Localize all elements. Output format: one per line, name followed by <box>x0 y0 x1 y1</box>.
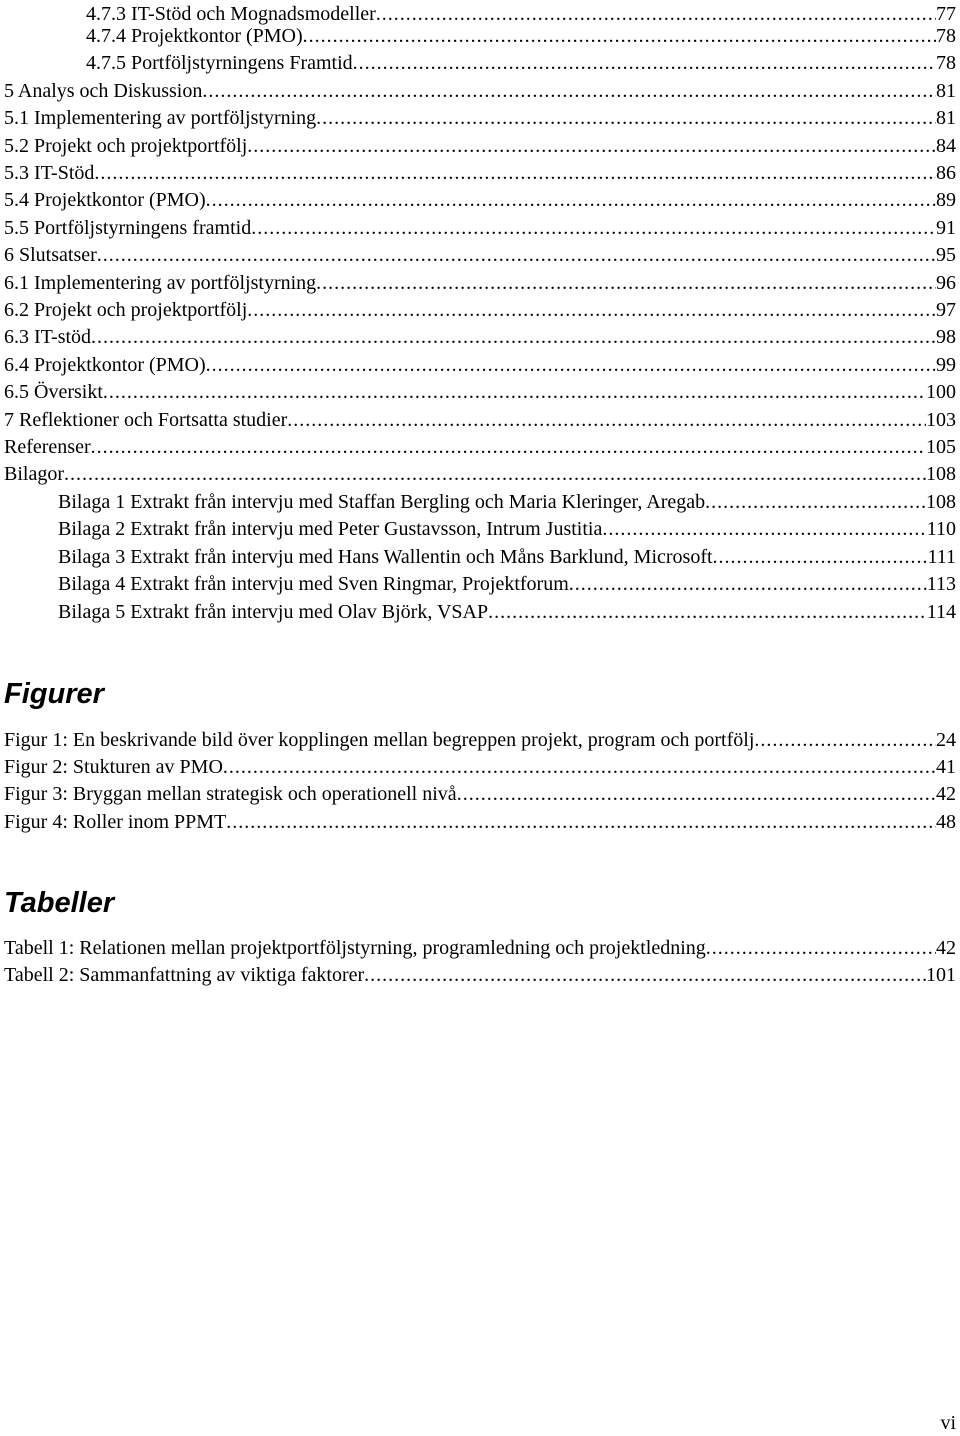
figure-entry[interactable] <box>4 780 956 808</box>
figure-entry[interactable] <box>4 808 956 836</box>
toc-entry-title: Bilaga 5 Extrakt från intervju med Olav Björk, VSAP <box>58 601 489 623</box>
page-number: vi <box>940 1412 956 1434</box>
dot-leader <box>287 406 926 434</box>
toc-entry[interactable] <box>4 296 956 324</box>
toc-entry-page: 98 <box>936 326 956 348</box>
dot-leader <box>457 780 936 808</box>
toc-entry-page: 113 <box>926 573 956 595</box>
toc-entry[interactable] <box>4 186 956 214</box>
figures-heading: Figurer <box>4 678 104 710</box>
toc-entry-title: Bilaga 3 Extrakt från intervju med Hans Wallentin och Måns Barklund, Microsoft <box>58 546 713 568</box>
dot-leader <box>602 515 926 543</box>
dot-leader <box>316 104 936 132</box>
toc-entry[interactable] <box>4 351 956 379</box>
toc-entry-title: Bilaga 2 Extrakt från intervju med Peter Gustavsson, Intrum Justitia <box>58 518 603 540</box>
dot-leader <box>206 186 936 214</box>
toc-entry[interactable] <box>4 323 956 351</box>
table-entry[interactable] <box>4 934 956 962</box>
toc-entry-page: 100 <box>926 381 956 403</box>
dot-leader <box>206 351 936 379</box>
toc-entry-appendix[interactable] <box>58 543 956 571</box>
dot-leader <box>316 269 936 297</box>
toc-entry-title: 6.1 Implementering av portföljstyrning <box>4 272 317 294</box>
toc-entry[interactable] <box>4 433 956 461</box>
toc-entry-appendix[interactable] <box>58 488 956 516</box>
figure-entry-title: Figur 4: Roller inom PPMT <box>4 811 227 833</box>
toc-entry-page: 78 <box>936 52 956 74</box>
toc-entry-page: 86 <box>936 162 956 184</box>
dot-leader <box>247 296 936 324</box>
toc-entry-page: 97 <box>936 299 956 321</box>
dot-leader <box>364 961 926 989</box>
toc-entry-title: 6.5 Översikt <box>4 381 103 403</box>
toc-entry-title: 5.1 Implementering av portföljstyrning <box>4 107 317 129</box>
toc-entry[interactable] <box>4 214 956 242</box>
dot-leader <box>754 726 936 754</box>
dot-leader <box>223 753 936 781</box>
toc-entry-title: 5.4 Projektkontor (PMO) <box>4 189 206 211</box>
toc-entry-title: 5.2 Projekt och projektportfölj <box>4 135 248 157</box>
toc-entry-title: 6.4 Projektkontor (PMO) <box>4 354 206 376</box>
dot-leader <box>247 132 936 160</box>
toc-entry[interactable] <box>4 269 956 297</box>
figure-entry-title: Figur 1: En beskrivande bild över kopplingen mellan begreppen projekt, program och portfölj <box>4 729 755 751</box>
toc-entry-title: Bilaga 1 Extrakt från intervju med Staffan Bergling och Maria Kleringer, Aregab <box>58 491 706 513</box>
figure-entry[interactable] <box>4 753 956 781</box>
toc-entry-title: Referenser <box>4 436 91 458</box>
toc-entry[interactable] <box>86 22 956 50</box>
dot-leader <box>706 934 936 962</box>
toc-entry-page: 110 <box>926 518 956 540</box>
table-entry[interactable] <box>4 961 956 989</box>
dot-leader <box>202 77 936 105</box>
dot-leader <box>64 460 926 488</box>
toc-entry-title: 5 Analys och Diskussion <box>4 80 203 102</box>
toc-entry-page: 89 <box>936 189 956 211</box>
toc-entry-page: 81 <box>936 80 956 102</box>
figure-entry-page: 48 <box>936 811 956 833</box>
toc-entry[interactable] <box>4 104 956 132</box>
toc-entry-title: Bilaga 4 Extrakt från intervju med Sven Ringmar, Projektforum <box>58 573 569 595</box>
table-entry-title: Tabell 1: Relationen mellan projektportföljstyrning, programledning och projektledning <box>4 937 706 959</box>
dot-leader <box>251 214 936 242</box>
toc-entry[interactable] <box>4 241 956 269</box>
dot-leader <box>705 488 926 516</box>
figure-entry-title: Figur 2: Stukturen av PMO <box>4 756 223 778</box>
toc-entry-appendix[interactable] <box>58 598 956 626</box>
toc-entry-page: 78 <box>936 25 956 47</box>
toc-entry[interactable] <box>4 378 956 406</box>
toc-entry-page: 105 <box>926 436 956 458</box>
dot-leader <box>97 241 936 269</box>
table-entry-page: 42 <box>936 937 956 959</box>
dot-leader <box>103 378 926 406</box>
figure-entry-page: 24 <box>936 729 956 751</box>
dot-leader <box>91 433 926 461</box>
dot-leader <box>569 570 927 598</box>
dot-leader <box>713 543 928 571</box>
toc-entry-page: 91 <box>936 217 956 239</box>
toc-entry-page: 103 <box>926 409 956 431</box>
toc-entry-appendix[interactable] <box>58 570 956 598</box>
toc-entry-page: 99 <box>936 354 956 376</box>
dot-leader <box>488 598 927 626</box>
toc-entry-title: 5.3 IT-Stöd <box>4 162 95 184</box>
figure-entry-title: Figur 3: Bryggan mellan strategisk och operationell nivå <box>4 783 457 805</box>
figure-entry-page: 42 <box>936 783 956 805</box>
toc-entry[interactable] <box>4 159 956 187</box>
figure-entry[interactable] <box>4 726 956 754</box>
toc-entry[interactable] <box>4 132 956 160</box>
toc-entry-page: 81 <box>936 107 956 129</box>
table-entry-title: Tabell 2: Sammanfattning av viktiga faktorer <box>4 964 365 986</box>
toc-entry-title: 5.5 Portföljstyrningens framtid <box>4 217 252 239</box>
toc-entry-title: 6 Slutsatser <box>4 244 97 266</box>
tables-heading: Tabeller <box>4 887 115 919</box>
toc-entry-appendix[interactable] <box>58 515 956 543</box>
dot-leader <box>303 22 936 50</box>
toc-entry-title: 4.7.3 IT-Stöd och Mognadsmodeller <box>86 3 376 25</box>
toc-entry-page: 96 <box>936 272 956 294</box>
toc-entry[interactable] <box>4 77 956 105</box>
toc-entry-page: 84 <box>936 135 956 157</box>
toc-entry-title: 6.3 IT-stöd <box>4 326 92 348</box>
dot-leader <box>94 159 936 187</box>
dot-leader <box>353 49 936 77</box>
toc-entry[interactable] <box>86 49 956 77</box>
toc-entry-page: 108 <box>926 463 956 485</box>
toc-entry-title: 4.7.5 Portföljstyrningens Framtid <box>86 52 353 74</box>
dot-leader <box>91 323 936 351</box>
toc-entry-page: 114 <box>926 601 956 623</box>
toc-entry-title: 4.7.4 Projektkontor (PMO) <box>86 25 303 47</box>
toc-entry[interactable] <box>4 406 956 434</box>
toc-entry-page: 111 <box>927 546 956 568</box>
table-entry-page: 101 <box>926 964 956 986</box>
toc-entry-page: 108 <box>926 491 956 513</box>
toc-entry-title: 6.2 Projekt och projektportfölj <box>4 299 248 321</box>
figure-entry-page: 41 <box>936 756 956 778</box>
toc-entry-title: Bilagor <box>4 463 64 485</box>
toc-entry[interactable] <box>4 460 956 488</box>
toc-entry-title: 7 Reflektioner och Fortsatta studier <box>4 409 288 431</box>
dot-leader <box>226 808 936 836</box>
toc-entry-page: 77 <box>936 3 956 25</box>
toc-entry-page: 95 <box>936 244 956 266</box>
